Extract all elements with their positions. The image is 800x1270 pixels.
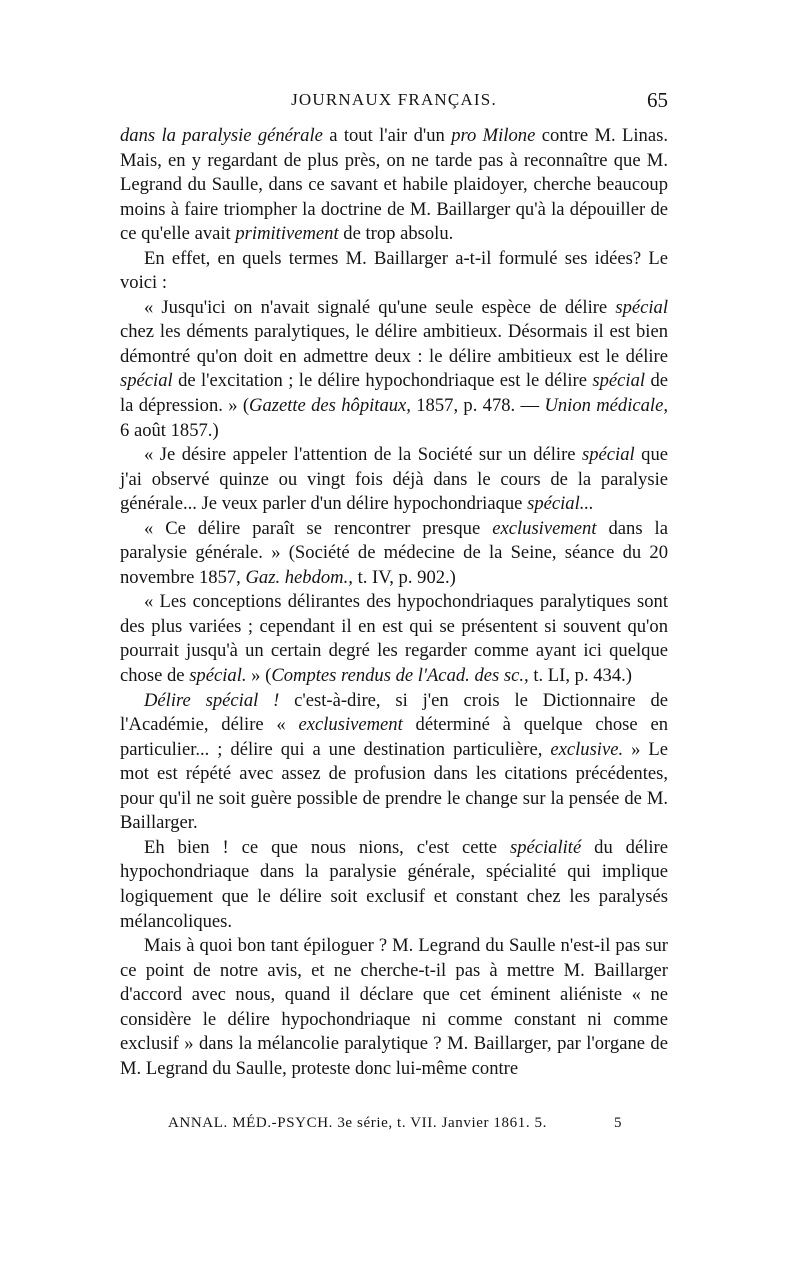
paragraph [120, 247, 668, 296]
paragraph [120, 296, 668, 443]
text-run: « Jusqu'ici on n'avait signalé qu'une seule espèce de délire [144, 296, 616, 318]
text-run: 6 août 1857.) [120, 419, 219, 441]
italic-text: dans la paralysie générale [120, 125, 323, 146]
text-run: « Les conceptions délirantes des hypochondriaques paralytiques sont des plus variées ; cependant il en est qui se présentent si souvent qu'on pourrait jusqu'à un certain degré les regarder comme ayant ici quelque chose de [120, 591, 668, 687]
paragraph [120, 590, 668, 688]
text-run: » Le mot est répété avec assez de profusion dans les citations précédentes, pour qu'il ne soit guère possible de prendre le change sur la pensée de M. Baillarger. [120, 738, 668, 834]
text-run: déterminé à quelque chose en particulier... ; délire qui a une destination particulière, [120, 714, 668, 760]
text-run: de trop absolu. [338, 223, 454, 245]
paragraph [120, 517, 668, 591]
italic-text: exclusivement [298, 714, 403, 736]
text-run: » ( [246, 665, 272, 687]
paragraph [120, 836, 668, 934]
text-run: contre M. Linas. Mais, en y regardant de plus près, on ne tarde pas à reconnaître que M. Legrand du Saulle, dans ce savant et habile plaidoyer, cherche beaucoup moins à faire triompher la doctrine de M. Baillarger qu'à la dépouiller de ce qu'elle avait [120, 125, 668, 245]
italic-text: Délire spécial ! [144, 689, 280, 711]
text-run: a tout l'air d'un [322, 125, 452, 146]
text-run: 1857, p. 478. — [410, 395, 545, 417]
text-run: « Je désire appeler l'attention de la Société sur un délire [144, 444, 582, 466]
italic-text: spécial [592, 370, 646, 392]
italic-text: spécialité [509, 836, 582, 858]
italic-text: Comptes rendus de l'Acad. des sc., [271, 665, 529, 687]
text-run: « Ce délire paraît se rencontrer presque [144, 517, 493, 539]
italic-text: Union médicale, [544, 395, 668, 417]
page-header [120, 90, 668, 120]
signature-mark: 5 [614, 1115, 623, 1131]
italic-text: exclusivement [492, 517, 597, 539]
text-run: de la dépression. » ( [120, 370, 668, 417]
italic-text: spécial [615, 296, 668, 318]
text-run: Eh bien ! ce que nous nions, c'est cette [144, 836, 510, 858]
text-run: En effet, en quels termes M. Baillarger a-t-il formulé ses idées? Le voici : [120, 247, 668, 294]
paragraph [120, 689, 668, 836]
page-footer [168, 1115, 628, 1132]
text-run: de l'excitation ; le délire hypochondriaque est le délire [172, 370, 593, 392]
paragraph [120, 443, 668, 517]
italic-text: primitivement [235, 223, 339, 245]
text-run: t. IV, p. 902.) [352, 566, 456, 588]
text-run: c'est-à-dire, si j'en crois le Dictionnaire de l'Académie, délire « [120, 689, 668, 736]
text-run: du délire hypochondriaque dans la paralysie générale, spécialité qui implique logiquement que le délire soit exclusif et constant chez les paralysés mélancoliques. [120, 836, 669, 932]
italic-text: Gazette des hôpitaux, [249, 395, 411, 417]
text-run: chez les déments paralytiques, le délire ambitieux. Désormais il est bien démontré qu'on doit en admettre deux : le délire ambitieux est le délire [120, 321, 668, 367]
paragraph [120, 934, 668, 1081]
italic-text: Gaz. hebdom., [245, 566, 353, 588]
footer-imprint: ANNAL. MÉD.-PSYCH. 3e série, t. VII. Janvier 1861. 5. [168, 1115, 547, 1131]
italic-text: spécial... [527, 493, 594, 515]
body-text [120, 124, 668, 1081]
text-run: que j'ai observé quinze ou vingt fois déjà dans le cours de la paralysie générale... Je veux parler d'un délire hypochondriaque [120, 444, 668, 515]
italic-text: pro Milone [451, 125, 536, 146]
paragraph [120, 124, 668, 247]
running-head: JOURNAUX FRANÇAIS. [291, 90, 497, 109]
italic-text: spécial. [189, 665, 247, 687]
page-number: 65 [647, 88, 668, 112]
text-run: Mais à quoi bon tant épiloguer ? M. Legrand du Saulle n'est-il pas sur ce point de notre avis, et ne cherche-t-il pas à mettre M. Baillarger d'accord avec nous, quand il déclare que cet éminent aliéniste « ne considère le délire hypochondriaque ni comme constant ni comme exclusif » dans la mélancolie paralytique ? M. Baillarger, par l'organe de M. Legrand du Saulle, proteste donc lui-même contre [120, 935, 668, 1079]
italic-text: exclusive. [550, 738, 624, 760]
italic-text: spécial [582, 444, 635, 466]
text-run: t. LI, p. 434.) [528, 665, 632, 687]
italic-text: spécial [120, 370, 173, 392]
text-run: dans la paralysie générale. » (Société de médecine de la Seine, séance du 20 novembre 1857, [120, 517, 668, 588]
